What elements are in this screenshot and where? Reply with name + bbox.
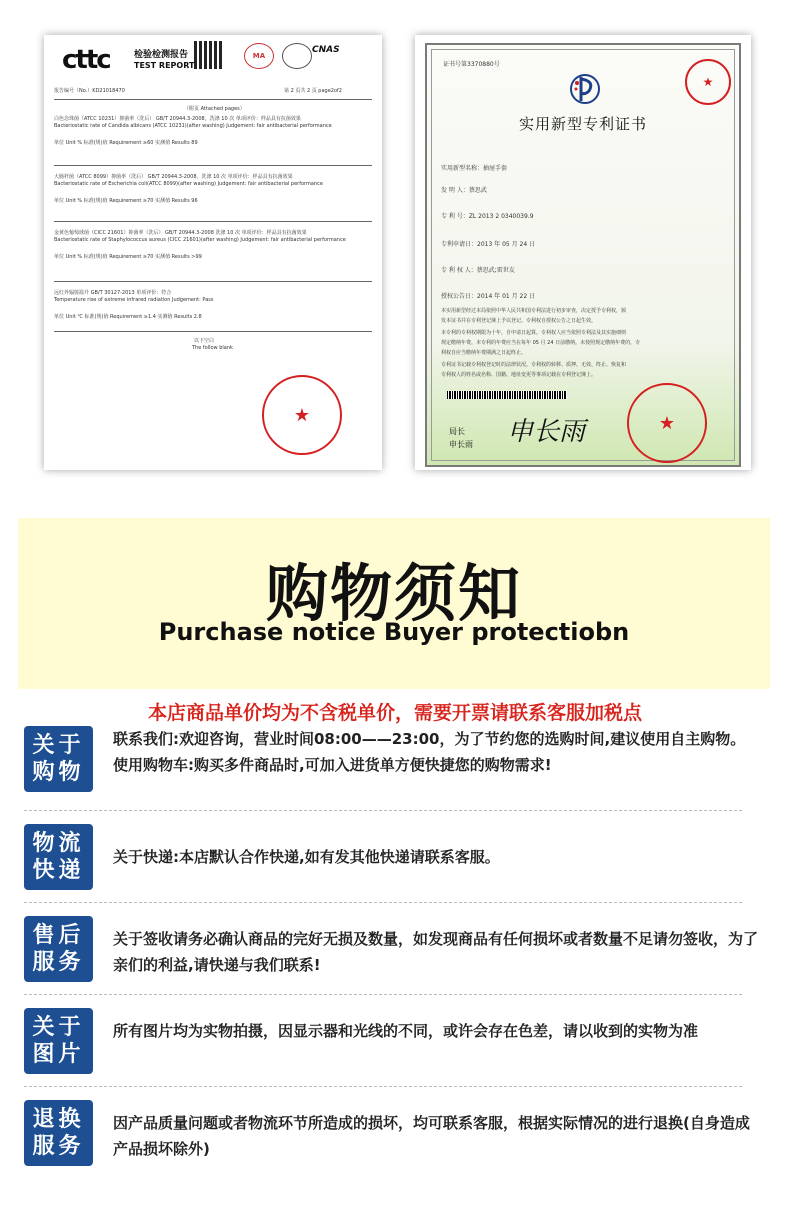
- report-line: Bacteriostatic rate of Staphylococcus aureus (CICC 21601)(after washing) Judgement: fair antibacterial performance: [54, 237, 346, 243]
- patent-field: 发 明 人：蔡思武: [441, 187, 487, 194]
- report-line: 远红外辐射温升 GB/T 30127-2013 单项评价：符合: [54, 290, 172, 296]
- report-line: 单位 Unit ℃ 标准(规)值 Requirement ≥1.4 实测值 Results 2.8: [54, 314, 202, 320]
- icon-line: 服务: [32, 1134, 85, 1159]
- patent-field: 授权公告日：2014 年 01 月 22 日: [441, 293, 536, 300]
- section-text: 所有图片均为实物拍摄，因显示器和光线的不同，或许会存在色差，请以收到的实物为准: [113, 1022, 699, 1040]
- shopping-label-icon: [24, 726, 93, 792]
- patent-body-line: 发本证书并在专利登记簿上予以登记。专利权自授权公告之日起生效。: [441, 318, 597, 324]
- report-line: 单位 Unit % 标准(规)值 Requirement ≥60 实测值 Results 89: [54, 140, 198, 146]
- cttc-logo: cttc: [62, 45, 110, 75]
- section-text: 因产品质量问题或者物流环节所造成的损坏，均可联系客服，根据实际情况的进行退换(自身造成产品损坏除外): [113, 1114, 750, 1158]
- patent-red-seal-icon: [685, 59, 731, 105]
- report-title-en: TEST REPORT: [134, 61, 195, 70]
- patent-body-line: 专利权人的姓名或名称、国籍、地址变更等事项记载在专利登记簿上。: [441, 372, 597, 378]
- patent-frame: [425, 43, 741, 467]
- section-text: 关于快递:本店默认合作快递,如有发其他快递请联系客服。: [113, 848, 500, 866]
- tax-note: 本店商品单价均为不含税单价，需要开票请联系客服加税点: [147, 702, 642, 724]
- purchase-notice-banner: [18, 518, 770, 689]
- report-divider: [54, 99, 372, 100]
- emblem-icon: ★: [658, 412, 676, 434]
- signatory-name: 申长雨: [449, 440, 473, 449]
- barcode-icon: [447, 391, 567, 399]
- notice-title: 购物须知: [265, 557, 522, 630]
- report-line: 大肠杆菌（ATCC 8099）抑菌率（洗后） GB/T 20944.3-2008，洗涤 10 次 单项评价：样品具有抗菌效果: [54, 174, 293, 180]
- icon-line: 购物: [32, 760, 85, 785]
- patent-body-line: 专利证书记载专利权登记时的法律状况。专利权的转移、质押、无效、终止、恢复和: [441, 362, 627, 368]
- after-sales-label-icon: [24, 916, 93, 982]
- icon-line: 快递: [32, 858, 85, 883]
- patent-field: 专 利 权 人：蔡思武;雷世友: [441, 267, 515, 274]
- report-line: Bacteriostatic rate of Escherichia coli(ATCC 8099)(after washing) Judgement: fair antibacterial performance: [54, 181, 323, 187]
- star-icon: ★: [702, 75, 714, 89]
- report-header: [54, 41, 374, 81]
- test-report-image: [44, 35, 382, 470]
- report-line: 单位 Unit % 标准(规)值 Requirement ≥70 实测值 Results 96: [54, 198, 198, 204]
- section-line: 使用购物车:购买多件商品时,可加入进货单方便快捷您的购物需求!: [113, 756, 552, 774]
- section-divider: [24, 902, 742, 903]
- patent-field: 实用新型名称：抽屉手套: [441, 165, 508, 172]
- patent-title: 实用新型专利证书: [518, 115, 647, 133]
- patent-office-logo-icon: [569, 71, 601, 107]
- patent-field: 专 利 号：ZL 2013 2 0340039.9: [441, 213, 534, 220]
- report-attached: （附页 Attached pages）: [184, 106, 245, 112]
- pictures-label-icon: [24, 1008, 93, 1074]
- logistics-label-icon: [24, 824, 93, 890]
- icon-line: 售后: [32, 923, 85, 948]
- signatory-title: 局长: [449, 427, 465, 436]
- notice-subtitle: Purchase notice Buyer protectiobn: [158, 618, 630, 646]
- report-line: 金黄色葡萄球菌（CICC 21601）抑菌率（洗后） GB/T 20944.3-2008 洗涤 10 次 单项评价：样品具有抗菌效果: [54, 230, 307, 236]
- patent-signatory: [449, 425, 473, 451]
- section-text: [113, 726, 763, 778]
- cnas-logo: CNAS: [312, 45, 340, 55]
- report-divider: [54, 331, 372, 332]
- patent-body-line: 利权自应当缴纳年费期满之日起终止。: [441, 350, 527, 356]
- patent-certificate-image: [415, 35, 751, 470]
- ilac-badge-icon: [282, 43, 312, 69]
- section-text: 关于签收请务必确认商品的完好无损及数量，如发现商品有任何损坏或者数量不足请勿签收，为了亲们的利益,请快递与我们联系!: [113, 930, 759, 974]
- patent-body-line: 本专利的专利权期限为十年，自申请日起算。专利权人应当依照专利法及其实施细则: [441, 330, 627, 336]
- returns-label-icon: [24, 1100, 93, 1166]
- report-line: 白色念珠菌（ATCC 10231）抑菌率（洗后） GB/T 20944.3-2008，洗涤 10 次 单项评价：样品具有抗菌效果: [54, 116, 301, 122]
- report-line: The follow blank: [192, 345, 233, 351]
- section-divider: [24, 810, 742, 811]
- report-line: Temperature rise of extreme infrared radiation Judgement: Pass: [54, 297, 214, 303]
- inspection-stamp-icon: [262, 375, 342, 455]
- handwritten-signature: 申长雨: [507, 417, 586, 447]
- report-line: 以下空白: [194, 338, 215, 344]
- report-divider: [54, 281, 372, 282]
- star-icon: ★: [293, 404, 311, 426]
- section-divider: [24, 994, 742, 995]
- patent-cert-number: 证书号第3370880号: [443, 61, 500, 68]
- report-divider: [54, 165, 372, 166]
- icon-line: 服务: [32, 950, 85, 975]
- icon-line: 物流: [32, 831, 85, 856]
- report-title-zh: 检验检测报告: [134, 50, 189, 60]
- icon-line: 退换: [32, 1107, 85, 1132]
- icon-line: 图片: [32, 1042, 85, 1067]
- icon-line: 关于: [32, 1015, 85, 1040]
- national-emblem-seal-icon: [627, 383, 707, 463]
- patent-field: 专利申请日：2013 年 05 月 24 日: [441, 241, 536, 248]
- report-number: 报告编号（No.）KD21018470: [54, 88, 125, 94]
- section-line: 联系我们:欢迎咨询，营业时间08:00——23:00，为了节约您的选购时间,建议使用自主购物。: [113, 730, 746, 748]
- patent-body-line: 本实用新型经过本局依照中华人民共和国专利法进行初步审查，决定授予专利权，颁: [441, 308, 627, 314]
- certificates-area: [0, 0, 790, 500]
- report-page: 第 2 页共 2 页 page2of2: [284, 88, 342, 94]
- section-divider: [24, 1086, 742, 1087]
- report-line: Bacteriostatic rate of Candida albicans (ATCC 10231)(after washing) Judgement: fair antibacterial performance: [54, 123, 332, 129]
- patent-body-line: 规定缴纳年费。本专利的年费应当在每年 05 月 24 日前缴纳。未按照规定缴纳年费的，专: [441, 340, 641, 346]
- report-divider: [54, 221, 372, 222]
- qr-code-icon: [194, 41, 222, 69]
- ma-badge-icon: MA: [244, 43, 274, 69]
- report-line: 单位 Unit % 标准(规)值 Requirement ≥70 实测值 Results >99: [54, 254, 202, 260]
- icon-line: 关于: [32, 733, 85, 758]
